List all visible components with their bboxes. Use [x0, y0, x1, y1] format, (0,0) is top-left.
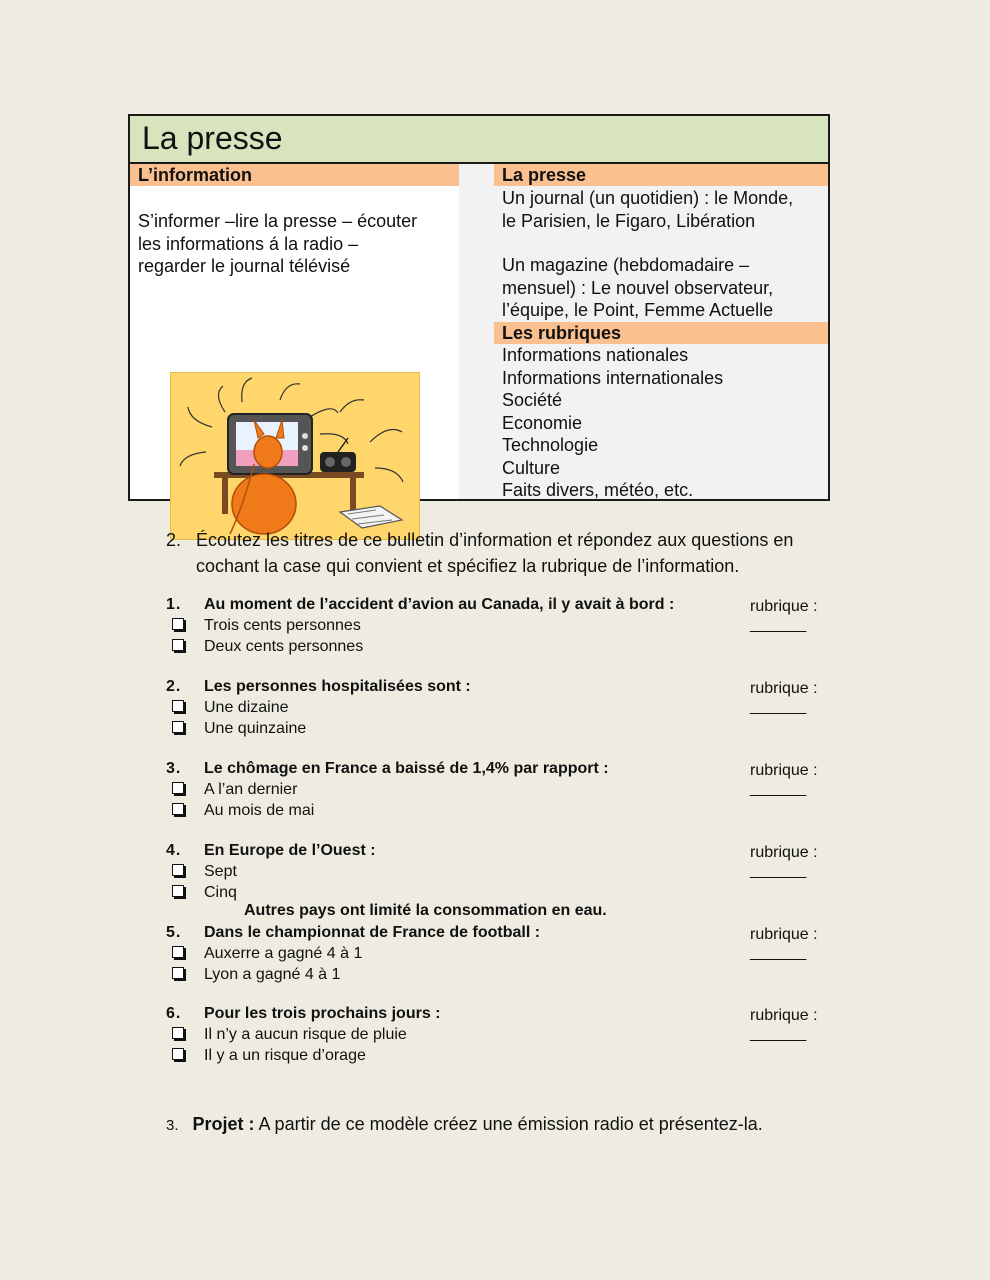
project-instruction	[166, 1114, 763, 1135]
question-6	[166, 1005, 846, 1069]
question-5	[166, 924, 846, 988]
rubrique-label: rubrique :	[750, 1007, 818, 1024]
checkbox-icon[interactable]	[172, 946, 184, 958]
rubriques-heading: Les rubriques	[494, 322, 828, 344]
journal-line: Un journal (un quotidien) : le Monde,	[502, 188, 794, 208]
rubrique-label: rubrique :	[750, 680, 818, 697]
information-column	[130, 164, 459, 499]
answer-option: Une quinzaine	[204, 720, 307, 737]
magazine-line: l’équipe, le Point, Femme Actuelle	[502, 300, 774, 320]
project-text: A partir de ce modèle créez une émission radio et présentez-la.	[254, 1114, 763, 1134]
checkbox-icon[interactable]	[172, 782, 184, 794]
answer-option: Lyon a gagné 4 à 1	[204, 966, 341, 983]
question-number: 1.	[166, 596, 182, 613]
project-number: 3.	[166, 1117, 179, 1134]
rubrique-label: rubrique :	[750, 598, 818, 615]
exercise-number: 2.	[166, 530, 182, 550]
checkbox-icon[interactable]	[172, 618, 184, 630]
question-number: 2.	[166, 678, 182, 695]
magazine-description	[502, 254, 822, 322]
answer-option: Trois cents personnes	[204, 617, 361, 634]
instruction-line: Écoutez les titres de ce bulletin d’information et répondez aux questions en	[196, 530, 794, 550]
checkbox-icon[interactable]	[172, 639, 184, 651]
answer-option: Sept	[204, 863, 237, 880]
checkbox-icon[interactable]	[172, 1048, 184, 1060]
rubrique-blank[interactable]: _______	[750, 616, 806, 633]
rubrique-item: Technologie	[502, 435, 599, 455]
question-text: En Europe de l’Ouest :	[204, 842, 376, 859]
rubrique-item: Culture	[502, 457, 561, 478]
question-4	[166, 842, 846, 906]
information-line: regarder le journal télévisé	[138, 256, 351, 276]
rubrique-item: Faits divers, météo, etc.	[502, 480, 694, 500]
magazine-line: mensuel) : Le nouvel observateur,	[502, 277, 774, 298]
rubrique-blank[interactable]: _______	[750, 780, 806, 797]
rubrique-blank[interactable]: _______	[750, 698, 806, 715]
answer-option: Au mois de mai	[204, 802, 315, 819]
instruction-line: cochant la case qui convient et spécifiez la rubrique de l’information.	[196, 556, 740, 576]
checkbox-icon[interactable]	[172, 967, 184, 979]
question-3	[166, 760, 846, 824]
checkbox-icon[interactable]	[172, 1027, 184, 1039]
presse-table	[128, 114, 830, 501]
answer-option: Cinq	[204, 884, 237, 901]
rubrique-blank[interactable]: _______	[750, 944, 806, 961]
answer-option: Une dizaine	[204, 699, 289, 716]
checkbox-icon[interactable]	[172, 885, 184, 897]
information-heading: L’information	[130, 164, 459, 186]
table-title: La presse	[142, 120, 283, 156]
journal-description	[502, 187, 822, 232]
rubrique-item: Société	[502, 390, 563, 410]
rubrique-item: Economie	[502, 412, 583, 433]
checkbox-icon[interactable]	[172, 864, 184, 876]
rubrique-blank[interactable]: _______	[750, 862, 806, 879]
answer-option: Il n’y a aucun risque de pluie	[204, 1026, 407, 1043]
rubrique-item: Informations nationales	[502, 345, 689, 365]
answer-option: Auxerre a gagné 4 à 1	[204, 945, 363, 962]
checkbox-icon[interactable]	[172, 721, 184, 733]
rubrique-label: rubrique :	[750, 844, 818, 861]
rubrique-item: Informations internationales	[502, 367, 724, 388]
answer-option: Deux cents personnes	[204, 638, 364, 655]
question-text: Dans le championnat de France de football :	[204, 924, 541, 941]
information-line: S’informer –lire la presse – écouter	[138, 211, 418, 231]
question-number: 3.	[166, 760, 182, 777]
exercise-2-text	[196, 527, 856, 579]
project-label: Projet :	[192, 1114, 255, 1134]
question-2	[166, 678, 846, 742]
rubrique-blank[interactable]: _______	[750, 1025, 806, 1042]
rubrique-label: rubrique :	[750, 762, 818, 779]
presse-heading: La presse	[494, 164, 828, 186]
answer-option: A l’an dernier	[204, 781, 298, 798]
kangaroo-watching-tv-illustration	[170, 372, 420, 540]
checkbox-icon[interactable]	[172, 803, 184, 815]
question-number: 5.	[166, 924, 182, 941]
question-4-note: Autres pays ont limité la consommation en eau.	[244, 902, 607, 919]
question-number: 4.	[166, 842, 182, 859]
answer-option: Il y a un risque d’orage	[204, 1047, 366, 1064]
question-1	[166, 596, 846, 660]
information-description	[138, 210, 450, 278]
magazine-line: Un magazine (hebdomadaire –	[502, 255, 750, 275]
question-text: Pour les trois prochains jours :	[204, 1005, 441, 1022]
question-text: Les personnes hospitalisées sont :	[204, 678, 471, 695]
information-line: les informations á la radio –	[138, 233, 359, 254]
question-number: 6.	[166, 1005, 182, 1022]
table-title-bar	[130, 116, 828, 164]
checkbox-icon[interactable]	[172, 700, 184, 712]
rubriques-list	[502, 344, 822, 502]
question-text: Au moment de l’accident d’avion au Canada, il y avait à bord :	[204, 596, 675, 613]
journal-line: le Parisien, le Figaro, Libération	[502, 210, 756, 231]
rubrique-label: rubrique :	[750, 926, 818, 943]
question-text: Le chômage en France a baissé de 1,4% par rapport :	[204, 760, 609, 777]
